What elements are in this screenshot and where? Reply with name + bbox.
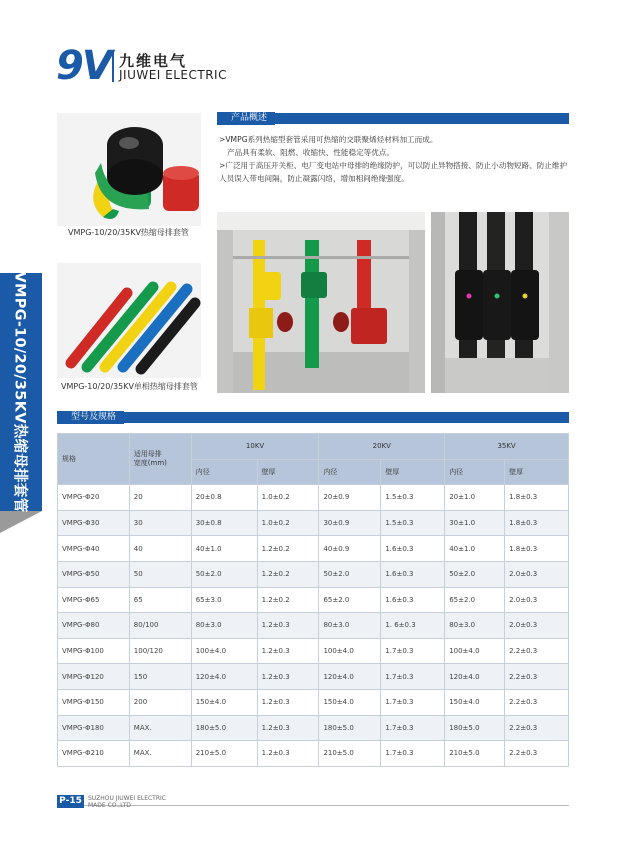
cell-w10: 1.2±0.3 <box>257 613 319 639</box>
cell-w35: 2.0±0.3 <box>505 587 569 613</box>
product-image-tube-roll <box>57 113 201 226</box>
header-inner-20kv: 内径 <box>319 459 381 485</box>
spec-table <box>57 433 569 767</box>
cell-w20: 1.6±0.3 <box>381 536 445 562</box>
cell-i20: 100±4.0 <box>319 638 381 664</box>
header-35kv: 35KV <box>445 434 569 460</box>
caption-product-2: VMPG-10/20/35KV单相热缩母排套管 <box>61 382 198 391</box>
cell-i35: 80±3.0 <box>445 613 505 639</box>
footer-company-line-2: MADE CO.,LTD <box>88 802 131 809</box>
footer-company <box>88 795 166 809</box>
brand-logo: 9V <box>56 43 111 89</box>
cell-w35: 2.2±0.3 <box>505 715 569 741</box>
single-tubes-illustration <box>57 263 201 378</box>
cell-w10: 1.2±0.3 <box>257 638 319 664</box>
photo-switchgear-busbars <box>217 212 425 393</box>
overview-section-bar <box>217 113 569 124</box>
cell-w10: 1.2±0.2 <box>257 536 319 562</box>
cell-i35: 40±1.0 <box>445 536 505 562</box>
table-header-row <box>58 434 569 460</box>
cell-width: 150 <box>129 664 191 690</box>
cell-width: 50 <box>129 561 191 587</box>
cell-i35: 20±1.0 <box>445 485 505 511</box>
table-row <box>58 715 569 741</box>
cell-i20: 65±2.0 <box>319 587 381 613</box>
cell-model: VMPG-Φ65 <box>58 587 130 613</box>
cell-width: 100/120 <box>129 638 191 664</box>
cell-width: 80/100 <box>129 613 191 639</box>
spec-title: 型号及规格 <box>57 411 124 424</box>
cell-i10: 30±0.8 <box>191 510 257 536</box>
brand-name-en: JIUWEI ELECTRIC <box>119 68 227 82</box>
cell-i35: 50±2.0 <box>445 561 505 587</box>
footer-company-line-1: SUZHOU JIUWEI ELECTRIC <box>88 795 166 802</box>
spec-section-bar <box>57 412 569 423</box>
overview-line-1: >VMPG系列热缩型套管采用可热缩的交联聚烯烃材料加工而成。 <box>219 135 438 144</box>
cell-w35: 1.8±0.3 <box>505 536 569 562</box>
cell-w20: 1.7±0.3 <box>381 689 445 715</box>
cell-w10: 1.0±0.2 <box>257 510 319 536</box>
cell-w10: 1.2±0.3 <box>257 689 319 715</box>
cell-width: MAX. <box>129 741 191 767</box>
cell-i35: 65±2.0 <box>445 587 505 613</box>
table-row <box>58 638 569 664</box>
header-model: 规格 <box>58 434 130 485</box>
cell-model: VMPG-Φ120 <box>58 664 130 690</box>
header-inner-35kv: 内径 <box>445 459 505 485</box>
header-wall-10kv: 壁厚 <box>257 459 319 485</box>
cell-w10: 1.2±0.3 <box>257 741 319 767</box>
cell-i10: 40±1.0 <box>191 536 257 562</box>
side-title: VMPG-10/20/35KV热缩母排套管 <box>11 271 28 513</box>
cell-i20: 40±0.9 <box>319 536 381 562</box>
cell-i10: 50±2.0 <box>191 561 257 587</box>
table-row <box>58 741 569 767</box>
table-row <box>58 664 569 690</box>
cell-model: VMPG-Φ50 <box>58 561 130 587</box>
cell-model: VMPG-Φ180 <box>58 715 130 741</box>
cell-i35: 150±4.0 <box>445 689 505 715</box>
cell-width: 65 <box>129 587 191 613</box>
cell-i10: 180±5.0 <box>191 715 257 741</box>
header-10kv: 10KV <box>191 434 319 460</box>
cell-w35: 2.0±0.3 <box>505 561 569 587</box>
table-row <box>58 613 569 639</box>
black-sleeves-illustration <box>431 212 569 393</box>
cell-i10: 65±3.0 <box>191 587 257 613</box>
cell-i10: 120±4.0 <box>191 664 257 690</box>
overview-title: 产品概述 <box>217 112 275 125</box>
table-row <box>58 510 569 536</box>
cell-w35: 2.2±0.3 <box>505 638 569 664</box>
header-inner-10kv: 内径 <box>191 459 257 485</box>
cell-i35: 100±4.0 <box>445 638 505 664</box>
cell-i10: 210±5.0 <box>191 741 257 767</box>
cell-i35: 210±5.0 <box>445 741 505 767</box>
overview-line-4: 人员误入带电间隔，防止凝露闪络，增加相间绝缘强度。 <box>219 174 409 183</box>
cell-model: VMPG-Φ80 <box>58 613 130 639</box>
logo-divider <box>112 50 114 82</box>
photo-black-sleeves <box>431 212 569 393</box>
cell-i10: 80±3.0 <box>191 613 257 639</box>
product-image-single-tubes <box>57 263 201 378</box>
cell-i10: 20±0.8 <box>191 485 257 511</box>
cell-i35: 120±4.0 <box>445 664 505 690</box>
cell-w10: 1.0±0.2 <box>257 485 319 511</box>
table-row <box>58 587 569 613</box>
cell-w20: 1. 6±0.3 <box>381 613 445 639</box>
cell-i10: 100±4.0 <box>191 638 257 664</box>
header-busbar-width-label: 适用母排宽度(mm) <box>133 450 167 468</box>
caption-product-1: VMPG-10/20/35KV热缩母排套管 <box>68 228 189 237</box>
cell-i20: 120±4.0 <box>319 664 381 690</box>
switchgear-illustration <box>217 212 425 393</box>
cell-i35: 180±5.0 <box>445 715 505 741</box>
cell-model: VMPG-Φ100 <box>58 638 130 664</box>
cell-w20: 1.7±0.3 <box>381 664 445 690</box>
cell-width: 200 <box>129 689 191 715</box>
header-busbar-width <box>129 434 191 485</box>
cell-w10: 1.2±0.3 <box>257 664 319 690</box>
cell-w35: 2.2±0.3 <box>505 689 569 715</box>
cell-width: MAX. <box>129 715 191 741</box>
cell-w20: 1.6±0.3 <box>381 587 445 613</box>
cell-i20: 80±3.0 <box>319 613 381 639</box>
cell-w35: 2.2±0.3 <box>505 664 569 690</box>
cell-width: 20 <box>129 485 191 511</box>
cell-w35: 1.8±0.3 <box>505 510 569 536</box>
cell-i20: 20±0.9 <box>319 485 381 511</box>
overview-line-2: 产品具有柔软、阻燃、收缩快、性能稳定等优点。 <box>227 148 395 157</box>
cell-w35: 2.0±0.3 <box>505 613 569 639</box>
cell-model: VMPG-Φ20 <box>58 485 130 511</box>
cell-w20: 1.7±0.3 <box>381 638 445 664</box>
cell-i20: 150±4.0 <box>319 689 381 715</box>
cell-w10: 1.2±0.2 <box>257 561 319 587</box>
tube-roll-illustration <box>57 113 201 226</box>
cell-w20: 1.6±0.3 <box>381 561 445 587</box>
cell-i20: 210±5.0 <box>319 741 381 767</box>
cell-model: VMPG-Φ150 <box>58 689 130 715</box>
cell-i20: 50±2.0 <box>319 561 381 587</box>
cell-i20: 180±5.0 <box>319 715 381 741</box>
cell-w35: 1.8±0.3 <box>505 485 569 511</box>
header-wall-20kv: 壁厚 <box>381 459 445 485</box>
cell-width: 30 <box>129 510 191 536</box>
table-row <box>58 689 569 715</box>
cell-w10: 1.2±0.2 <box>257 587 319 613</box>
cell-i20: 30±0.9 <box>319 510 381 536</box>
side-tab-fold <box>0 511 42 533</box>
cell-width: 40 <box>129 536 191 562</box>
cell-model: VMPG-Φ40 <box>58 536 130 562</box>
cell-w20: 1.5±0.3 <box>381 485 445 511</box>
cell-w20: 1.7±0.3 <box>381 741 445 767</box>
header-20kv: 20KV <box>319 434 445 460</box>
table-row <box>58 561 569 587</box>
cell-model: VMPG-Φ30 <box>58 510 130 536</box>
brand-name-cn: 九维电气 <box>119 52 188 70</box>
cell-w20: 1.5±0.3 <box>381 510 445 536</box>
table-row <box>58 536 569 562</box>
cell-model: VMPG-Φ210 <box>58 741 130 767</box>
header-wall-35kv: 壁厚 <box>505 459 569 485</box>
cell-w35: 2.2±0.3 <box>505 741 569 767</box>
table-row <box>58 485 569 511</box>
cell-i10: 150±4.0 <box>191 689 257 715</box>
cell-w20: 1.7±0.3 <box>381 715 445 741</box>
cell-i35: 30±1.0 <box>445 510 505 536</box>
page-number: P-15 <box>57 795 84 808</box>
cell-w10: 1.2±0.3 <box>257 715 319 741</box>
overview-line-3: >广泛用于高压开关柜、电厂变电站中母排的绝缘防护，可以防止异物搭接、防止小动物短路、防止维护 <box>219 161 568 170</box>
